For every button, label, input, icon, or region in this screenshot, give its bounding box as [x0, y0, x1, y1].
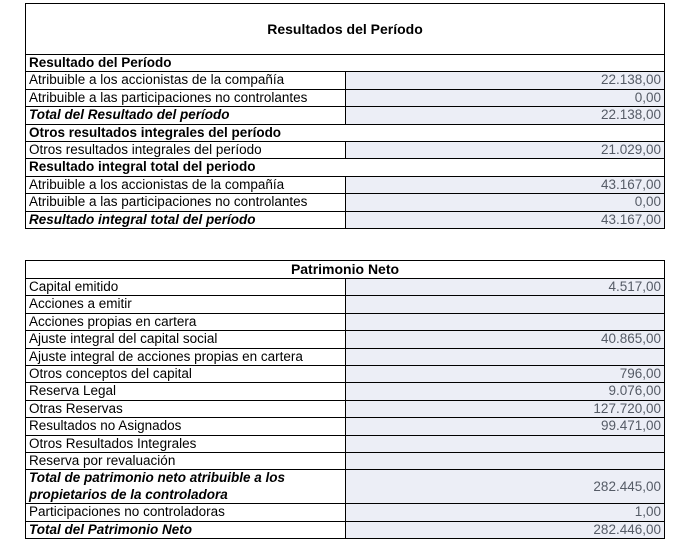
table-row	[26, 453, 665, 470]
table-row	[26, 313, 665, 330]
row-value: 99.471,00	[345, 418, 665, 435]
total-row	[26, 211, 665, 228]
row-label: Acciones propias en cartera	[26, 313, 346, 330]
table-row	[26, 176, 665, 193]
row-value: 43.167,00	[345, 211, 665, 228]
row-label: Capital emitido	[26, 279, 346, 296]
total-row	[26, 107, 665, 124]
equity-table-title: Patrimonio Neto	[26, 261, 665, 279]
table-row	[26, 89, 665, 106]
row-label: Resultados no Asignados	[26, 418, 346, 435]
table-row	[26, 142, 665, 159]
row-value: 282.446,00	[345, 521, 665, 538]
table-row	[26, 348, 665, 365]
row-label: Participaciones no controladoras	[26, 504, 346, 521]
section-header-row	[26, 124, 665, 141]
row-label: Atribuible a las participaciones no controlantes	[26, 89, 346, 106]
table-row	[26, 435, 665, 452]
row-label: Total del Patrimonio Neto	[26, 521, 346, 538]
row-label: Ajuste integral del capital social	[26, 331, 346, 348]
table-row	[26, 331, 665, 348]
row-value: 21.029,00	[345, 142, 665, 159]
row-label: Atribuible a los accionistas de la compañía	[26, 72, 346, 89]
table-row	[26, 366, 665, 383]
row-label: Atribuible a los accionistas de la compañía	[26, 176, 346, 193]
table-row	[26, 383, 665, 400]
row-value: 43.167,00	[345, 176, 665, 193]
row-value: 22.138,00	[345, 107, 665, 124]
row-value: 22.138,00	[345, 72, 665, 89]
table-row	[26, 400, 665, 417]
row-value: 127.720,00	[345, 400, 665, 417]
row-label: Atribuible a las participaciones no controlantes	[26, 194, 346, 211]
row-value	[345, 453, 665, 470]
row-value: 40.865,00	[345, 331, 665, 348]
row-label: Acciones a emitir	[26, 296, 346, 313]
section-header-row	[26, 55, 665, 72]
section-header-row	[26, 159, 665, 176]
row-value	[345, 296, 665, 313]
row-value	[345, 348, 665, 365]
row-label: Ajuste integral de acciones propias en cartera	[26, 348, 346, 365]
results-table-title: Resultados del Período	[26, 4, 665, 55]
row-label: Resultado integral total del período	[26, 211, 346, 228]
row-label: Otros resultados integrales del período	[26, 142, 346, 159]
table-row	[26, 72, 665, 89]
row-label: Otros conceptos del capital	[26, 366, 346, 383]
row-label: Total del Resultado del período	[26, 107, 346, 124]
row-value	[345, 313, 665, 330]
section-header: Resultado del Período	[26, 55, 665, 72]
row-value	[345, 435, 665, 452]
row-value: 9.076,00	[345, 383, 665, 400]
section-header: Resultado integral total del periodo	[26, 159, 665, 176]
row-label: Reserva Legal	[26, 383, 346, 400]
table-row	[26, 194, 665, 211]
table-row	[26, 296, 665, 313]
row-label: Total de patrimonio neto atribuible a los propietarios de la controladora	[26, 470, 346, 504]
table-header-row	[26, 261, 665, 279]
results-table	[25, 3, 665, 229]
row-label: Otros Resultados Integrales	[26, 435, 346, 452]
table-row	[26, 279, 665, 296]
total-row	[26, 470, 665, 504]
row-value: 0,00	[345, 89, 665, 106]
row-value: 282.445,00	[345, 470, 665, 504]
table-header-row	[26, 4, 665, 55]
total-row	[26, 521, 665, 538]
row-value: 796,00	[345, 366, 665, 383]
row-value: 4.517,00	[345, 279, 665, 296]
table-row	[26, 504, 665, 521]
table-row	[26, 418, 665, 435]
equity-table	[25, 260, 665, 539]
row-value: 0,00	[345, 194, 665, 211]
row-label: Reserva por revaluación	[26, 453, 346, 470]
section-header: Otros resultados integrales del período	[26, 124, 665, 141]
row-label: Otras Reservas	[26, 400, 346, 417]
row-value: 1,00	[345, 504, 665, 521]
